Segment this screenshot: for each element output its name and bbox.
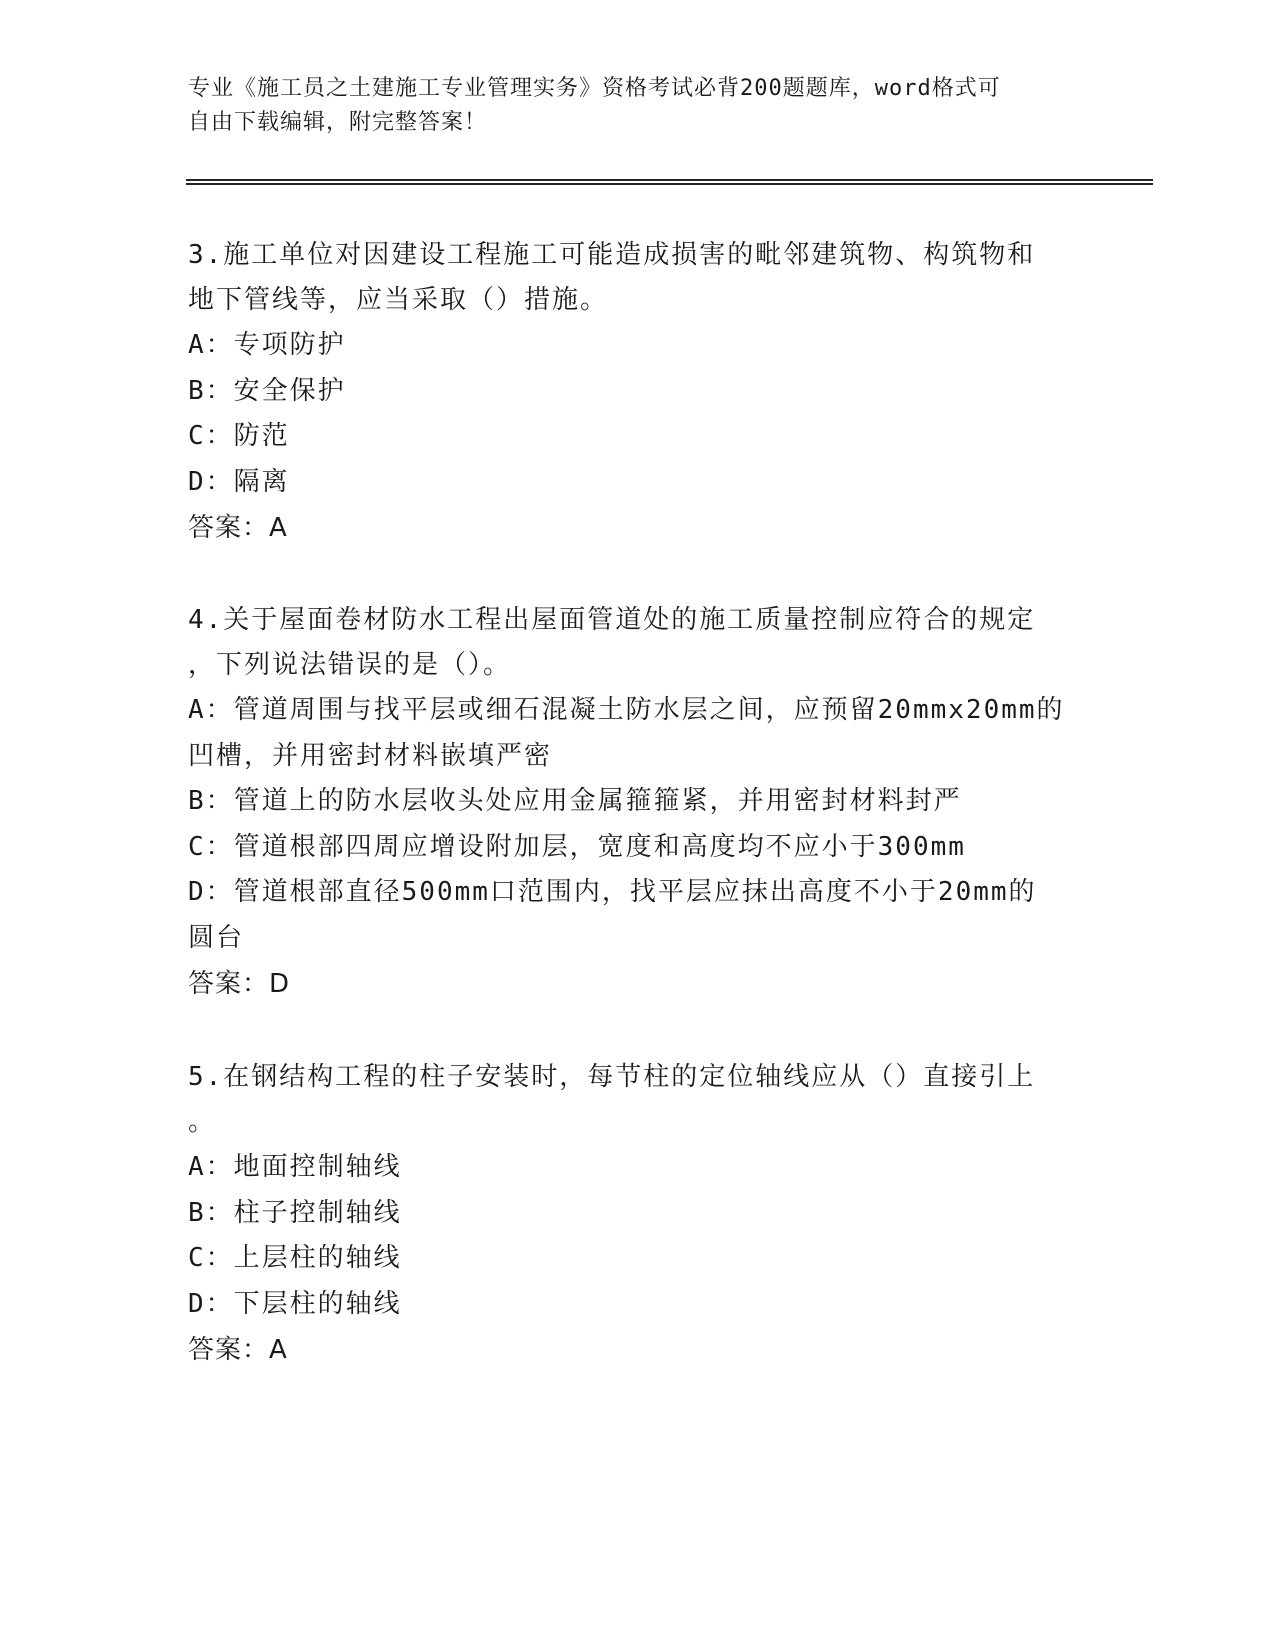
question-3 <box>188 233 1088 551</box>
option-b: B：管道上的防水层收头处应用金属箍箍紧，并用密封材料封严 <box>188 786 962 816</box>
option-c: C：防范 <box>188 421 290 451</box>
option-a: A：地面控制轴线 <box>188 1152 402 1182</box>
question-5 <box>188 1055 1088 1373</box>
option-b: B：安全保护 <box>188 375 346 406</box>
option-d: D：下层柱的轴线 <box>188 1288 402 1319</box>
header-divider-bottom <box>186 183 1153 185</box>
option-b: B：柱子控制轴线 <box>188 1197 402 1228</box>
answer-line: 答案：D <box>188 969 291 999</box>
header-title-line-2: 自由下载编辑，附完整答案！ <box>188 110 488 135</box>
question-stem: 5.在钢结构工程的柱子安装时，每节柱的定位轴线应从（）直接引上 <box>188 1062 1036 1092</box>
question-stem: 地下管线等，应当采取（）措施。 <box>188 285 609 315</box>
option-c: C：管道根部四周应增设附加层，宽度和高度均不应小于300mm <box>188 831 966 862</box>
option-a: A：专项防护 <box>188 330 346 360</box>
option-c: C：上层柱的轴线 <box>188 1243 402 1273</box>
question-stem: 4.关于屋面卷材防水工程出屋面管道处的施工质量控制应符合的规定 <box>188 605 1036 635</box>
header-title-line-1: 专业《施工员之土建施工专业管理实务》资格考试必背200题题库，word格式可 <box>188 76 1001 101</box>
option-a-continued: 凹槽，并用密封材料嵌填严密 <box>188 740 553 771</box>
option-a: A：管道周围与找平层或细石混凝土防水层之间，应预留20mmx20mm的 <box>188 695 1065 725</box>
question-stem: 3.施工单位对因建设工程施工可能造成损害的毗邻建筑物、构筑物和 <box>188 240 1036 270</box>
question-4 <box>188 598 1088 1007</box>
answer-line: 答案：A <box>188 1335 288 1365</box>
option-d: D：隔离 <box>188 466 290 497</box>
question-stem: 。 <box>188 1107 217 1137</box>
option-d: D：管道根部直径500mm口范围内，找平层应抹出高度不小于20mm的 <box>188 877 1037 907</box>
document-header <box>188 72 1068 140</box>
header-divider-top <box>186 179 1153 181</box>
question-stem: ，下列说法错误的是（）。 <box>188 650 512 680</box>
option-d-continued: 圆台 <box>188 922 245 953</box>
answer-line: 答案：A <box>188 513 288 543</box>
